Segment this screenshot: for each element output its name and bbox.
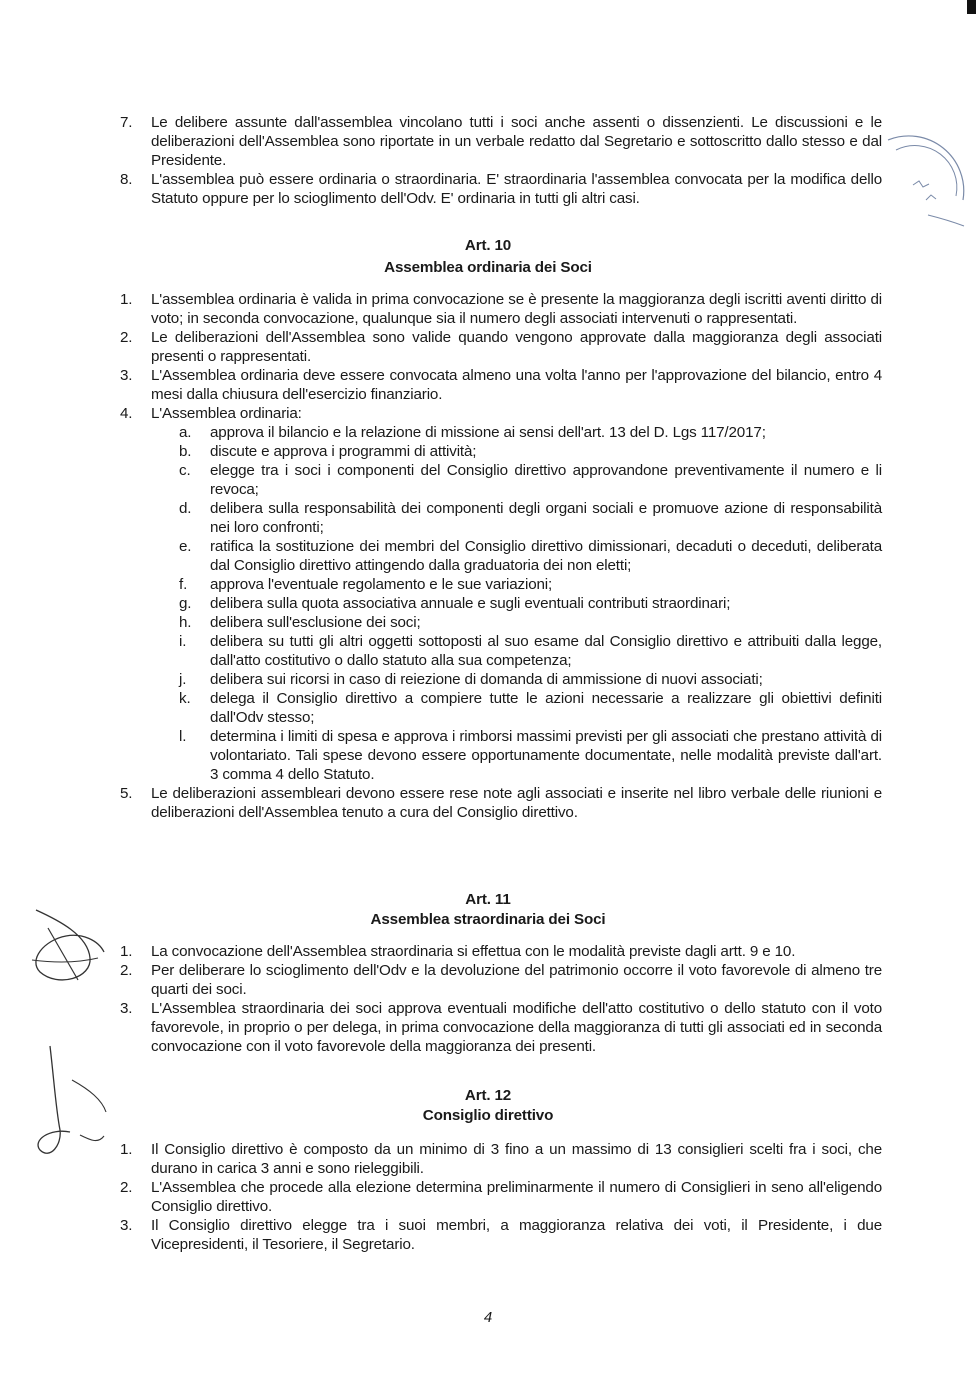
item-number: 1. — [120, 943, 133, 960]
item-text: L'Assemblea ordinaria: — [151, 405, 302, 422]
art11-list — [0, 942, 976, 1056]
sub-item-text: delibera sulla quota associativa annuale e sugli eventuali contributi straordinari; — [210, 595, 731, 612]
sub-item — [0, 670, 976, 689]
sub-item — [0, 461, 976, 499]
sub-item-text: delibera sui ricorsi in caso di reiezione di domanda di ammissione di nuovi associati; — [210, 671, 763, 688]
sub-item — [0, 727, 976, 784]
sub-item-letter: f. — [179, 576, 188, 593]
scan-edge-mark — [967, 0, 976, 14]
list-item — [0, 784, 976, 822]
list-item — [0, 1178, 976, 1216]
sub-item — [0, 442, 976, 461]
list-item — [0, 113, 976, 170]
article-number: Art. 11 — [465, 891, 511, 908]
article-number: Art. 10 — [464, 237, 512, 254]
art12-list — [0, 1140, 976, 1254]
article-title: Assemblea straordinaria dei Soci — [370, 911, 606, 928]
sub-item-letter: l. — [179, 728, 187, 745]
sub-item-letter: d. — [179, 500, 192, 517]
sub-item-letter: i. — [179, 633, 187, 650]
art10-list — [0, 290, 976, 822]
item-number: 1. — [120, 291, 133, 308]
sub-item — [0, 632, 976, 670]
top-list — [0, 113, 976, 208]
sub-item-letter: k. — [179, 690, 191, 707]
list-item — [0, 1140, 976, 1178]
item-text: Le deliberazioni assembleari devono essere rese note agli associati e inserite nel libro verbale delle riunioni e deliberazioni dell'Assemblea tenuto a cura del Consiglio direttivo. — [151, 785, 882, 821]
item-text: La convocazione dell'Assemblea straordinaria si effettua con le modalità previste dagli artt. 9 e 10. — [151, 943, 796, 960]
page-number: 4 — [483, 1309, 493, 1326]
list-item — [0, 961, 976, 999]
sub-item-letter: b. — [179, 443, 192, 460]
sub-item — [0, 613, 976, 632]
list-item — [0, 170, 976, 208]
item-number: 1. — [120, 1141, 133, 1158]
sub-item-letter: j. — [179, 671, 187, 688]
item-text: Per deliberare lo scioglimento dell'Odv e la devoluzione del patrimonio occorre il voto favorevole di almeno tre quarti dei soci. — [151, 962, 882, 998]
item-text: L'assemblea ordinaria è valida in prima convocazione se è presente la maggioranza degli iscritti aventi diritto di voto; in seconda convocazione, qualunque sia il numero degli associati intervenuti o rappresentati. — [151, 291, 882, 327]
item-number: 2. — [120, 1179, 133, 1196]
article-title: Assemblea ordinaria dei Soci — [384, 259, 592, 276]
item-text: Il Consiglio direttivo è composto da un minimo di 3 fino a un massimo di 13 consiglieri scelti fra i soci, che durano in carica 3 anni e sono rieleggibili. — [151, 1141, 882, 1177]
list-item — [0, 366, 976, 404]
sub-item-text: delibera sulla responsabilità dei componenti degli organi sociali e promuove azione di responsabilità nei loro confronti; — [210, 500, 882, 536]
sub-item — [0, 423, 976, 442]
sub-item-text: determina i limiti di spesa e approva i rimborsi massimi previsti per gli associati che prestano attività di volontariato. Tali spese devono essere opportunamente documentate, nelle modalità previste dall'art. 3 comma 4 dello Statuto. — [210, 728, 882, 783]
sub-item — [0, 537, 976, 575]
sub-item-text: delibera su tutti gli altri oggetti sottoposti al suo esame dal Consiglio direttivo e attribuiti dalla legge, dall'atto costitutivo o dallo statuto alla sua competenza; — [210, 633, 882, 669]
sub-item — [0, 689, 976, 727]
sub-item — [0, 499, 976, 537]
article-title: Consiglio direttivo — [422, 1107, 554, 1124]
signature-initials-icon — [18, 900, 108, 1000]
sub-item-letter: e. — [179, 538, 192, 555]
sub-item-text: discute e approva i programmi di attività; — [210, 443, 477, 460]
sub-item-text: approva il bilancio e la relazione di missione ai sensi dell'art. 13 del D. Lgs 117/2017; — [210, 424, 766, 441]
sub-item-letter: h. — [179, 614, 192, 631]
item-number: 3. — [120, 1217, 133, 1234]
sub-item — [0, 594, 976, 613]
item-text: Le delibere assunte dall'assemblea vincolano tutti i soci anche assenti o dissenzienti. Le discussioni e le deliberazioni dell'Assemblea sono riportate in un verbale redatto dal Segretario e sottoscritto dallo stesso e dal Presidente. — [151, 114, 882, 169]
list-item — [0, 328, 976, 366]
stamp-icon — [868, 130, 968, 230]
item-number: 3. — [120, 1000, 133, 1017]
sub-item-letter: a. — [179, 424, 192, 441]
item-number: 4. — [120, 405, 133, 422]
item-text: L'Assemblea straordinaria dei soci approva eventuali modifiche dell'atto costitutivo o dello statuto con il voto favorevole, in proprio o per delega, in prima convocazione della maggioranza di tutti gli associati ed in seconda convocazione con il voto favorevole della maggioranza dei presenti. — [151, 1000, 882, 1055]
item-text: L'assemblea può essere ordinaria o straordinaria. E' straordinaria l'assemblea convocata per la modifica dello Statuto oppure per lo scioglimento dell'Odv. E' ordinaria in tutti gli altri casi. — [151, 171, 882, 207]
item-text: L'Assemblea che procede alla elezione determina preliminarmente il numero di Consiglieri in seno all'eligendo Consiglio direttivo. — [151, 1179, 882, 1215]
list-item — [0, 942, 976, 961]
item-text: Le deliberazioni dell'Assemblea sono valide quando vengono approvate dalla maggioranza degli associati presenti o rappresentati. — [151, 329, 882, 365]
list-item — [0, 404, 976, 423]
sub-item-text: approva l'eventuale regolamento e le sue variazioni; — [210, 576, 553, 593]
item-number: 2. — [120, 329, 133, 346]
sub-item-text: delega il Consiglio direttivo a compiere tutte le azioni necessarie a realizzare gli obiettivi definiti dall'Odv stesso; — [210, 690, 882, 726]
item-number: 2. — [120, 962, 133, 979]
article-number: Art. 12 — [464, 1087, 512, 1104]
sub-item-text: ratifica la sostituzione dei membri del Consiglio direttivo dimissionari, decaduti o deceduti, deliberata dal Consiglio direttivo attingendo dalla graduatoria dei non eletti; — [210, 538, 882, 574]
item-number: 8. — [120, 171, 133, 188]
list-item — [0, 999, 976, 1056]
item-number: 7. — [120, 114, 133, 131]
item-number: 5. — [120, 785, 133, 802]
sub-item-letter: g. — [179, 595, 192, 612]
sub-item-text: elegge tra i soci i componenti del Consiglio direttivo approvandone preventivamente il numero e li revoca; — [210, 462, 882, 498]
item-number: 3. — [120, 367, 133, 384]
signature-icon — [20, 1040, 110, 1170]
list-item — [0, 290, 976, 328]
list-item — [0, 1216, 976, 1254]
item-text: L'Assemblea ordinaria deve essere convocata almeno una volta l'anno per l'approvazione del bilancio, entro 4 mesi dalla chiusura dell'esercizio finanziario. — [151, 367, 882, 403]
sub-item — [0, 575, 976, 594]
sub-item-text: delibera sull'esclusione dei soci; — [210, 614, 421, 631]
sub-item-letter: c. — [179, 462, 191, 479]
item-text: Il Consiglio direttivo elegge tra i suoi membri, a maggioranza relativa dei voti, il Presidente, i due Vicepresidenti, il Tesoriere, il Segretario. — [151, 1217, 882, 1253]
